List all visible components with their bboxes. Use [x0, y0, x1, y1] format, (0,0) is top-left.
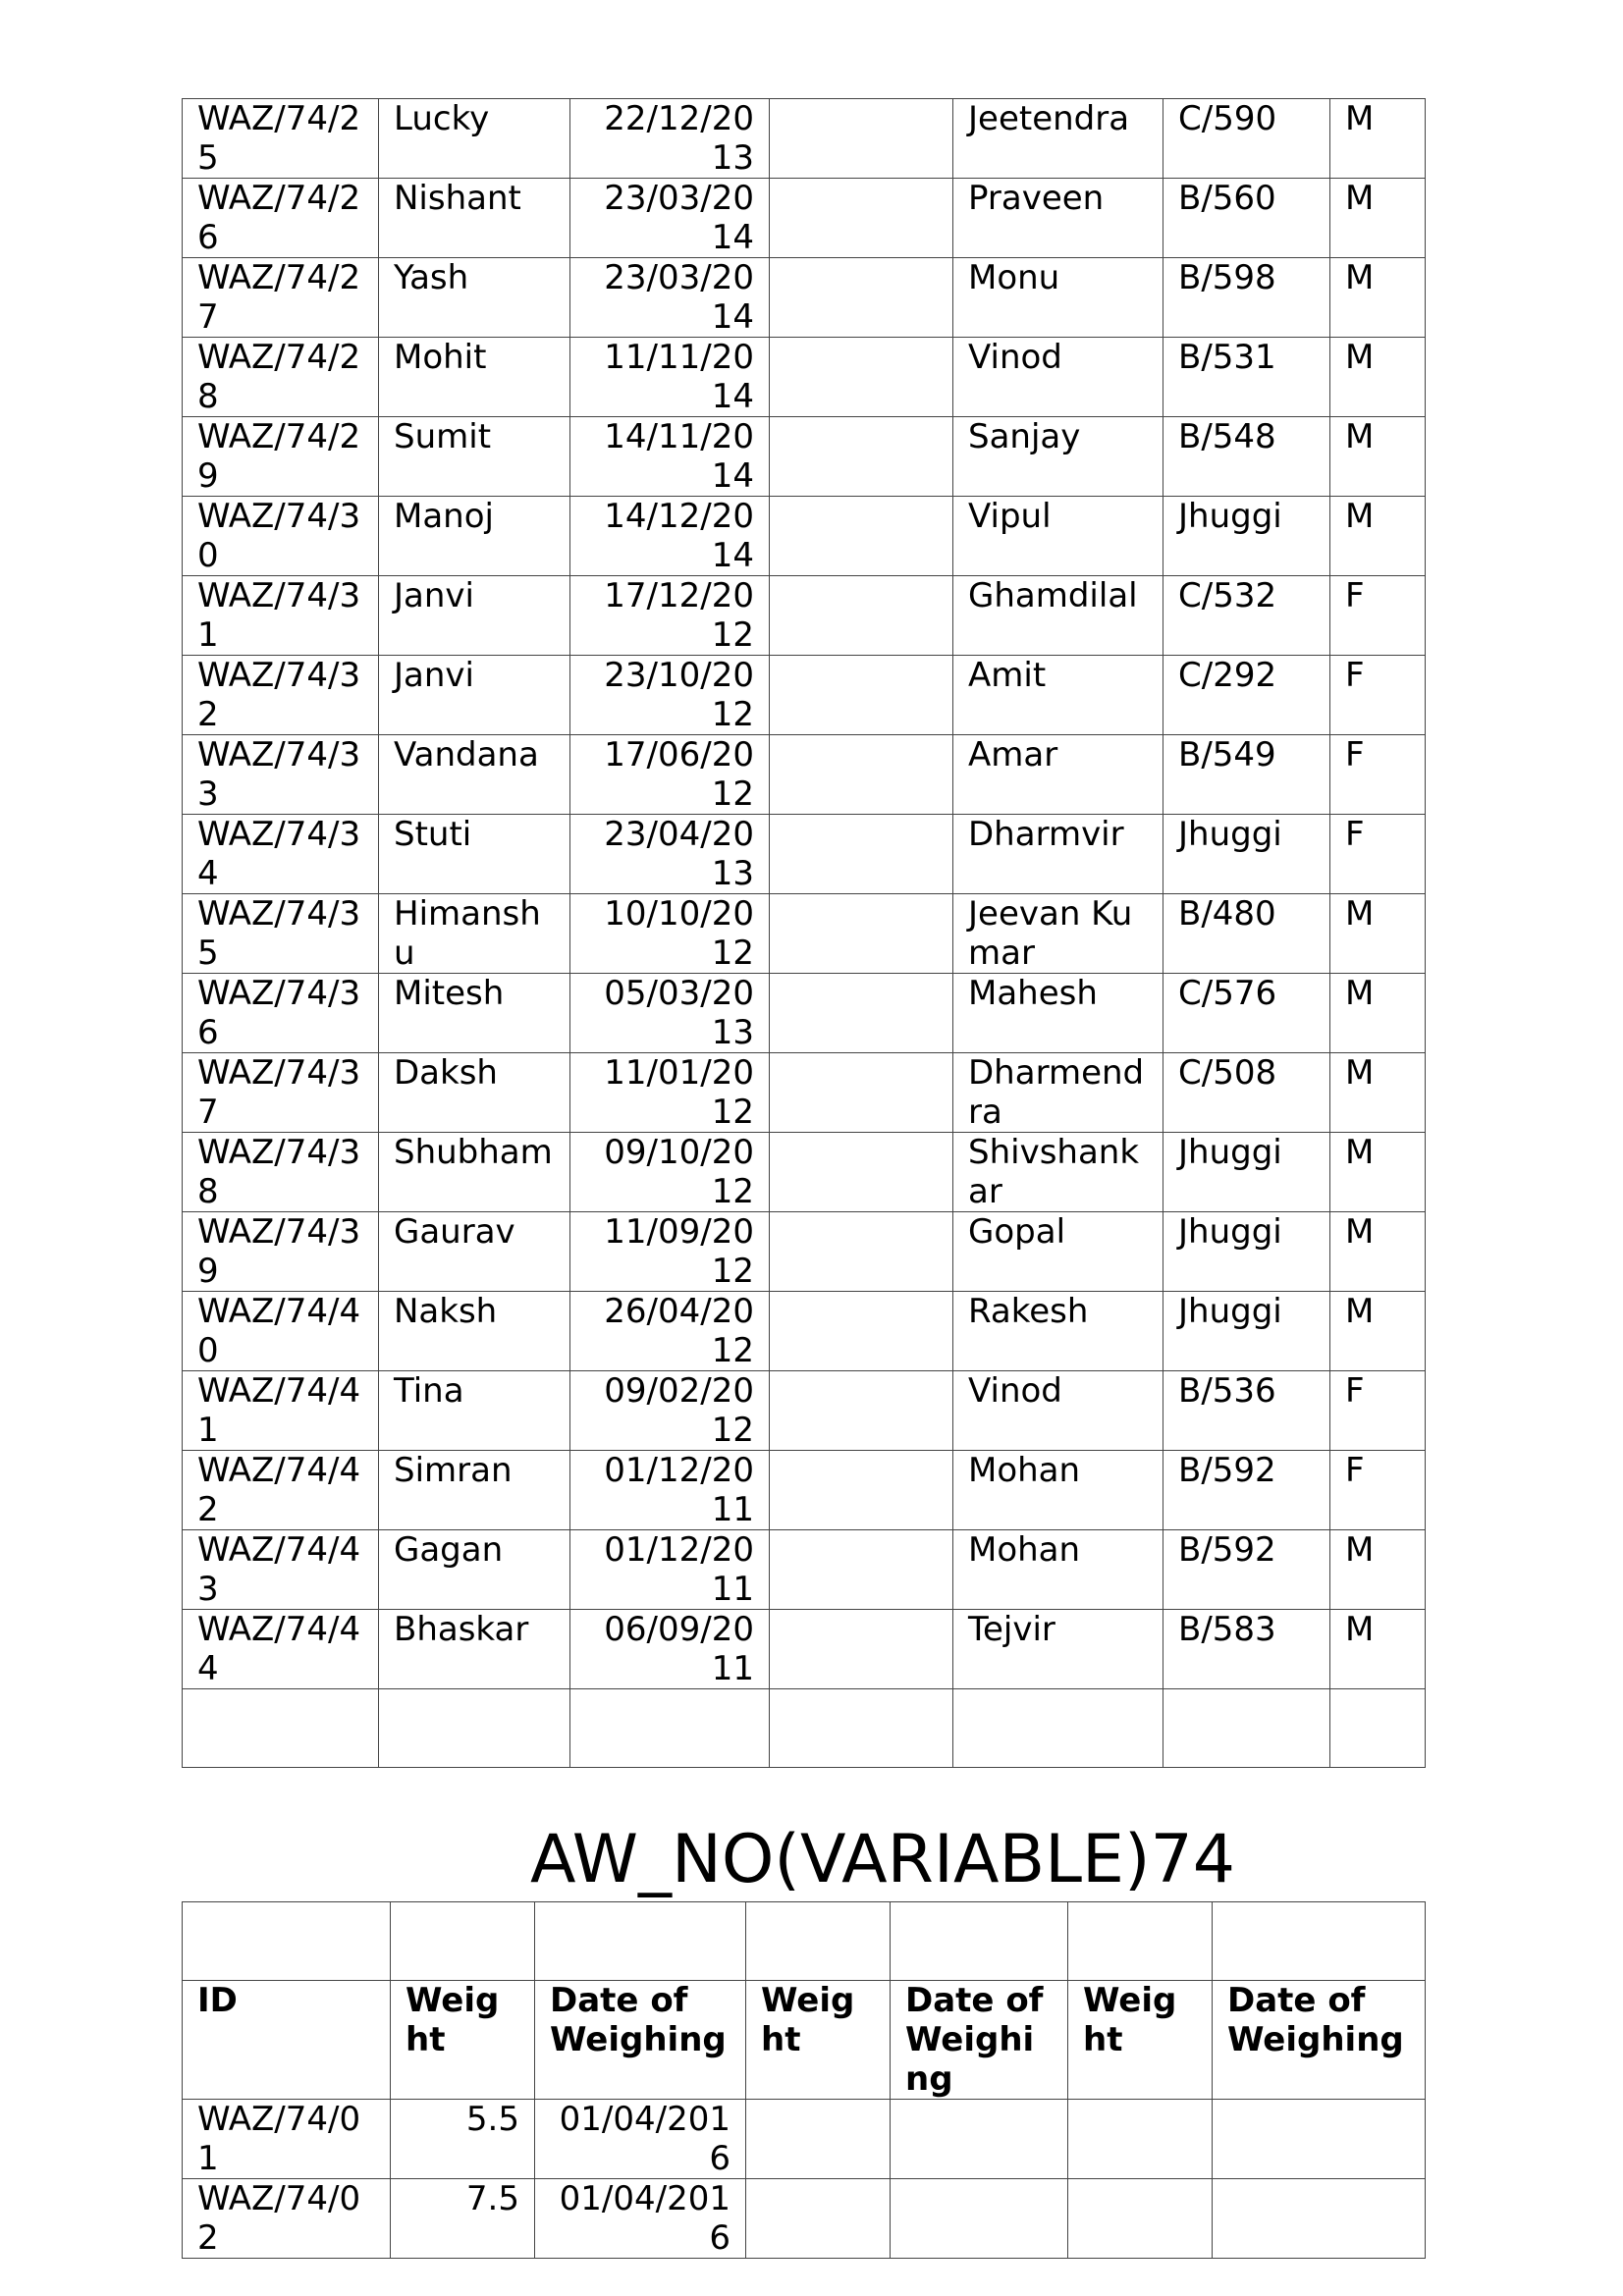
cell-id: WAZ/74/26	[183, 179, 379, 258]
table-cell	[1068, 2179, 1213, 2259]
header-row	[183, 1981, 1426, 2100]
cell-dob: 05/03/2013	[570, 974, 770, 1053]
table-row	[183, 1530, 1426, 1610]
cell-id: WAZ/74/39	[183, 1212, 379, 1292]
cell-sex: M	[1330, 1053, 1426, 1133]
cell-sex: F	[1330, 815, 1426, 894]
table-cell	[1213, 2100, 1426, 2179]
cell-name: Janvi	[379, 656, 570, 735]
cell-blank	[770, 258, 953, 338]
cell-house: C/508	[1163, 1053, 1330, 1133]
cell-name	[379, 1689, 570, 1768]
cell-sex: M	[1330, 258, 1426, 338]
cell-blank	[770, 815, 953, 894]
cell-sex: M	[1330, 1292, 1426, 1371]
table-cell	[1213, 1902, 1426, 1981]
cell-house: B/536	[1163, 1371, 1330, 1451]
cell-sex: M	[1330, 1133, 1426, 1212]
cell-parent: Mohan	[953, 1530, 1163, 1610]
cell-name: Simran	[379, 1451, 570, 1530]
cell-sex: M	[1330, 497, 1426, 576]
cell-house: C/590	[1163, 99, 1330, 179]
table-row	[183, 258, 1426, 338]
cell-house: B/531	[1163, 338, 1330, 417]
cell-id: WAZ/74/33	[183, 735, 379, 815]
cell-blank	[770, 417, 953, 497]
cell-id: WAZ/74/31	[183, 576, 379, 656]
cell-dob: 06/09/2011	[570, 1610, 770, 1689]
cell-blank	[770, 1053, 953, 1133]
table-cell	[1068, 1902, 1213, 1981]
weight-table-body	[183, 2100, 1426, 2259]
cell-name: Sumit	[379, 417, 570, 497]
cell-name: Mitesh	[379, 974, 570, 1053]
cell-sex	[1330, 1689, 1426, 1768]
cell-dob	[570, 1689, 770, 1768]
table-cell	[746, 2100, 891, 2179]
cell-id: WAZ/74/27	[183, 258, 379, 338]
cell-name: Gagan	[379, 1530, 570, 1610]
cell-blank	[770, 179, 953, 258]
table-row	[183, 1133, 1426, 1212]
cell-house: B/549	[1163, 735, 1330, 815]
cell-blank	[770, 497, 953, 576]
cell-house: B/583	[1163, 1610, 1330, 1689]
cell-parent: Vinod	[953, 338, 1163, 417]
cell-parent: Sanjay	[953, 417, 1163, 497]
cell-parent	[953, 1689, 1163, 1768]
table-cell: 7.5	[391, 2179, 535, 2259]
table-row	[183, 99, 1426, 179]
table-cell	[891, 1902, 1068, 1981]
cell-house: Jhuggi	[1163, 815, 1330, 894]
cell-house: B/592	[1163, 1451, 1330, 1530]
cell-dob: 23/03/2014	[570, 258, 770, 338]
table-cell	[891, 2100, 1068, 2179]
cell-house: B/548	[1163, 417, 1330, 497]
table-row	[183, 338, 1426, 417]
cell-parent: Rakesh	[953, 1292, 1163, 1371]
table-row	[183, 2179, 1426, 2259]
cell-name: Gaurav	[379, 1212, 570, 1292]
cell-house: C/532	[1163, 576, 1330, 656]
cell-name: Shubham	[379, 1133, 570, 1212]
cell-parent: Mohan	[953, 1451, 1163, 1530]
table-cell: WAZ/74/02	[183, 2179, 391, 2259]
cell-name: Manoj	[379, 497, 570, 576]
cell-dob: 23/10/2012	[570, 656, 770, 735]
registry-table	[182, 98, 1426, 1768]
cell-blank	[770, 1292, 953, 1371]
column-header-id: ID	[183, 1981, 391, 2100]
cell-id: WAZ/74/44	[183, 1610, 379, 1689]
registry-table-body	[183, 99, 1426, 1768]
table-row	[183, 815, 1426, 894]
cell-parent: Dharmendra	[953, 1053, 1163, 1133]
cell-sex: M	[1330, 338, 1426, 417]
cell-blank	[770, 1530, 953, 1610]
table-cell	[1213, 2179, 1426, 2259]
cell-sex: M	[1330, 1530, 1426, 1610]
table-cell: 01/04/2016	[535, 2179, 746, 2259]
cell-dob: 22/12/2013	[570, 99, 770, 179]
cell-sex: M	[1330, 99, 1426, 179]
table-cell: 01/04/2016	[535, 2100, 746, 2179]
cell-sex: M	[1330, 179, 1426, 258]
cell-name: Himanshu	[379, 894, 570, 974]
cell-sex: F	[1330, 735, 1426, 815]
cell-house: B/480	[1163, 894, 1330, 974]
table-row	[183, 656, 1426, 735]
cell-sex: F	[1330, 576, 1426, 656]
cell-blank	[770, 1133, 953, 1212]
cell-dob: 23/04/2013	[570, 815, 770, 894]
cell-dob: 01/12/2011	[570, 1451, 770, 1530]
cell-name: Bhaskar	[379, 1610, 570, 1689]
cell-parent: Monu	[953, 258, 1163, 338]
cell-name: Yash	[379, 258, 570, 338]
cell-id	[183, 1689, 379, 1768]
cell-parent: Vipul	[953, 497, 1163, 576]
table-row	[183, 497, 1426, 576]
cell-parent: Amar	[953, 735, 1163, 815]
table-row	[183, 1212, 1426, 1292]
column-header-date: Date of Weighing	[891, 1981, 1068, 2100]
cell-dob: 23/03/2014	[570, 179, 770, 258]
column-header-weight: Weight	[1068, 1981, 1213, 2100]
table-cell	[183, 1902, 391, 1981]
cell-id: WAZ/74/36	[183, 974, 379, 1053]
table-row	[183, 576, 1426, 656]
cell-parent: Tejvir	[953, 1610, 1163, 1689]
table-cell	[391, 1902, 535, 1981]
cell-blank	[770, 656, 953, 735]
cell-id: WAZ/74/37	[183, 1053, 379, 1133]
cell-sex: M	[1330, 894, 1426, 974]
table-row	[183, 1292, 1426, 1371]
cell-house: C/292	[1163, 656, 1330, 735]
table-cell	[746, 1902, 891, 1981]
column-header-date: Date of Weighing	[535, 1981, 746, 2100]
cell-parent: Praveen	[953, 179, 1163, 258]
cell-parent: Jeevan Kumar	[953, 894, 1163, 974]
cell-dob: 17/06/2012	[570, 735, 770, 815]
cell-dob: 09/02/2012	[570, 1371, 770, 1451]
cell-house: Jhuggi	[1163, 1292, 1330, 1371]
cell-id: WAZ/74/29	[183, 417, 379, 497]
cell-parent: Ghamdilal	[953, 576, 1163, 656]
table-row	[183, 735, 1426, 815]
cell-id: WAZ/74/35	[183, 894, 379, 974]
table-cell: 5.5	[391, 2100, 535, 2179]
cell-name: Janvi	[379, 576, 570, 656]
cell-house: B/560	[1163, 179, 1330, 258]
column-header-weight: Weight	[746, 1981, 891, 2100]
cell-name: Tina	[379, 1371, 570, 1451]
cell-id: WAZ/74/43	[183, 1530, 379, 1610]
cell-dob: 17/12/2012	[570, 576, 770, 656]
cell-id: WAZ/74/25	[183, 99, 379, 179]
cell-parent: Amit	[953, 656, 1163, 735]
cell-dob: 11/11/2014	[570, 338, 770, 417]
cell-name: Vandana	[379, 735, 570, 815]
cell-sex: M	[1330, 417, 1426, 497]
table-row	[183, 1053, 1426, 1133]
column-header-weight: Weight	[391, 1981, 535, 2100]
cell-blank	[770, 99, 953, 179]
table-cell	[746, 2179, 891, 2259]
cell-id: WAZ/74/40	[183, 1292, 379, 1371]
cell-dob: 11/09/2012	[570, 1212, 770, 1292]
cell-dob: 01/12/2011	[570, 1530, 770, 1610]
cell-parent: Dharmvir	[953, 815, 1163, 894]
cell-blank	[770, 576, 953, 656]
section-title: AW_NO(VARIABLE)74	[530, 1821, 1236, 1898]
cell-id: WAZ/74/38	[183, 1133, 379, 1212]
table-row	[183, 974, 1426, 1053]
table-row	[183, 1610, 1426, 1689]
cell-blank	[770, 974, 953, 1053]
cell-house: C/576	[1163, 974, 1330, 1053]
cell-dob: 14/12/2014	[570, 497, 770, 576]
table-cell: WAZ/74/01	[183, 2100, 391, 2179]
table-cell	[535, 1902, 746, 1981]
table-row	[183, 179, 1426, 258]
cell-blank	[770, 1610, 953, 1689]
cell-dob: 11/01/2012	[570, 1053, 770, 1133]
cell-id: WAZ/74/32	[183, 656, 379, 735]
cell-blank	[770, 1212, 953, 1292]
cell-blank	[770, 1451, 953, 1530]
cell-sex: F	[1330, 656, 1426, 735]
cell-name: Naksh	[379, 1292, 570, 1371]
cell-sex: M	[1330, 1212, 1426, 1292]
cell-parent: Jeetendra	[953, 99, 1163, 179]
table-row	[183, 894, 1426, 974]
cell-house: Jhuggi	[1163, 1133, 1330, 1212]
cell-parent: Shivshankar	[953, 1133, 1163, 1212]
table-row	[183, 2100, 1426, 2179]
cell-parent: Vinod	[953, 1371, 1163, 1451]
cell-id: WAZ/74/30	[183, 497, 379, 576]
cell-dob: 09/10/2012	[570, 1133, 770, 1212]
cell-blank	[770, 894, 953, 974]
cell-sex: F	[1330, 1451, 1426, 1530]
cell-blank	[770, 735, 953, 815]
cell-blank	[770, 1689, 953, 1768]
table-cell	[1068, 2100, 1213, 2179]
cell-name: Nishant	[379, 179, 570, 258]
cell-id: WAZ/74/42	[183, 1451, 379, 1530]
column-header-date: Date of Weighing	[1213, 1981, 1426, 2100]
cell-id: WAZ/74/41	[183, 1371, 379, 1451]
blank-row	[183, 1902, 1426, 1981]
table-cell	[891, 2179, 1068, 2259]
cell-sex: F	[1330, 1371, 1426, 1451]
cell-name: Stuti	[379, 815, 570, 894]
table-row	[183, 1689, 1426, 1768]
cell-name: Daksh	[379, 1053, 570, 1133]
cell-dob: 10/10/2012	[570, 894, 770, 974]
table-row	[183, 1371, 1426, 1451]
cell-id: WAZ/74/34	[183, 815, 379, 894]
cell-house: B/592	[1163, 1530, 1330, 1610]
cell-house: Jhuggi	[1163, 497, 1330, 576]
cell-house: B/598	[1163, 258, 1330, 338]
weight-table	[182, 1901, 1426, 2259]
table-row	[183, 417, 1426, 497]
cell-parent: Mahesh	[953, 974, 1163, 1053]
cell-parent: Gopal	[953, 1212, 1163, 1292]
cell-dob: 14/11/2014	[570, 417, 770, 497]
cell-sex: M	[1330, 974, 1426, 1053]
cell-blank	[770, 338, 953, 417]
cell-sex: M	[1330, 1610, 1426, 1689]
cell-house	[1163, 1689, 1330, 1768]
cell-dob: 26/04/2012	[570, 1292, 770, 1371]
cell-house: Jhuggi	[1163, 1212, 1330, 1292]
cell-name: Lucky	[379, 99, 570, 179]
cell-name: Mohit	[379, 338, 570, 417]
cell-id: WAZ/74/28	[183, 338, 379, 417]
table-row	[183, 1451, 1426, 1530]
cell-blank	[770, 1371, 953, 1451]
